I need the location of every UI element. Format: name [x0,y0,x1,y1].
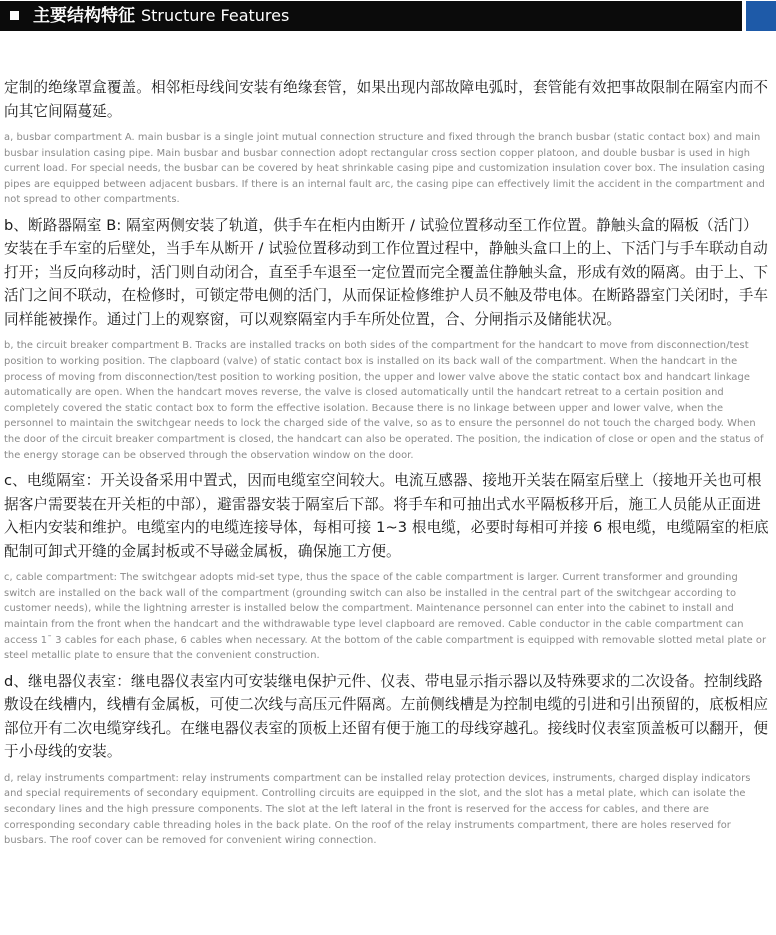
content [4,76,770,849]
header-accent-block [746,1,776,31]
header-title [33,5,289,27]
header-title-cn: 主要结构特征 [33,6,135,26]
section-b-en: b, the circuit breaker compartment B. Tracks are installed tracks on both sides of the compartment for the handcart to move from disconnection/test position to working position. The clapboard (valve) of static contact box is installed on its back wall of the compartment. When the handcart in the process of moving from disconnection/test position to working position, the upper and lower valve above the static contact box and handcart linkage automatically are open. When the handcart moves reverse, the valve is closed automatically until the handcart retreat to a certain position and completely covered the static contact box to form the effective isolation. Because there is no linkage between upper and lower valve, when the personnel to maintain the switchgear needs to lock the charged side of the valve, so as to ensure the personnel do not touch the charged body. When the door of the circuit breaker compartment is closed, the handcart can also be operated. The position, the indication of close or open and the status of the energy storage can be observed through the observation window on the door. [4,340,764,461]
section-header [0,0,776,32]
section-a-en: a, busbar compartment A. main busbar is a single joint mutual connection structure and fixed through the branch busbar (static contact box) and main busbar insulation casing pipe. Main busbar and busbar connection adopt rectangular cross section copper platoon, and double busbar is used in high current load. For special needs, the busbar can be covered by heat shrinkable casing pipe and customization insulation cover box. The insulation casing pipes are equipped between adjacent busbars. If there is an internal fault arc, the casing pipe can effectively limit the accident in the compartment and not spread to other compartments. [4,132,765,206]
section-b-cn: b、断路器隔室 B: 隔室两侧安装了轨道，供手车在柜内由断开 / 试验位置移动至工作位置。静触头盒的隔板（活门）安装在手车室的后壁处，当手车从断开 / 试验位置移动到工作位置过程中，静触头盒口上的上、下活门与手车联动自动打开；当反向移动时，活门则自动闭合，直至手车退至一定位置而完全覆盖住静触头盒，形成有效的隔离。由于上、下活门之间不联动，在检修时，可锁定带电侧的活门，从而保证检修维护人员不触及带电体。在断路器室门关闭时，手车同样能被操作。通过门上的观察窗，可以观察隔室内手车所处位置，合、分闸指示及储能状况。 [4,216,769,328]
header-title-en: Structure Features [141,6,290,25]
section-d-en: d, relay instruments compartment: relay instruments compartment can be installed relay protection devices, instruments, charged display indicators and special requirements of secondary equipment. Controlling circuits are equipped in the slot, and the slot has a metal plate, which can isolate the secondary lines and the high pressure components. The slot at the left lateral in the front is reserved for the access for cables, and there are corresponding secondary cable threading holes in the back plate. On the roof of the relay instruments compartment, there are holes reserved for busbars. The roof cover can be removed for convenient wiring connection. [4,772,751,847]
section-c-cn: c、电缆隔室：开关设备采用中置式，因而电缆室空间较大。电流互感器、接地开关装在隔室后壁上（接地开关也可根据客户需要装在开关柜的中部），避雷器安装于隔室后下部。将手车和可抽出式水平隔板移开后，施工人员能从正面进入柜内安装和维护。电缆室内的电缆连接导体，每相可接 1~3 根电缆，必要时每相可并接 6 根电缆，电缆隔室的柜底配制可卸式开缝的金属封板或不导磁金属板，确保施工方便。 [4,472,769,560]
section-d-cn: d、继电器仪表室：继电器仪表室内可安装继电保护元件、仪表、带电显示指示器以及特殊要求的二次设备。控制线路敷设在线槽内，线槽有金属板，可使二次线与高压元件隔离。左前侧线槽是为控制电缆的引进和引出预留的，底板相应部位开有二次电缆穿线孔。在继电器仪表室的顶板上还留有便于施工的母线穿越孔。接线时仪表室顶盖板可以翻开，便于小母线的安装。 [4,672,769,761]
section-a-cn: 定制的绝缘罩盒覆盖。相邻柜母线间安装有绝缘套管，如果出现内部故障电弧时，套管能有效把事故限制在隔室内而不向其它间隔蔓延。 [4,79,769,120]
bullet-square-icon [10,11,19,20]
section-c-en: c, cable compartment: The switchgear adopts mid-set type, thus the space of the cable compartment is larger. Current transformer and grounding switch are installed on the back wall of the compartment (grounding switch can also be installed in the central part of the switchgear according to customer needs), while the lightning arrester is installed below the compartment. Maintenance personnel can enter into the cabinet to install and maintain from the front when the handcart and the withdrawable type level clapboard are removed. Cable conductor in the cable compartment can access 1¯ 3 cables for each phase, 6 cables when necessary. At the bottom of the cable compartment is equipped with removable slotted metal plate or steel metallic plate to ensure that the convenient construction. [4,572,767,662]
